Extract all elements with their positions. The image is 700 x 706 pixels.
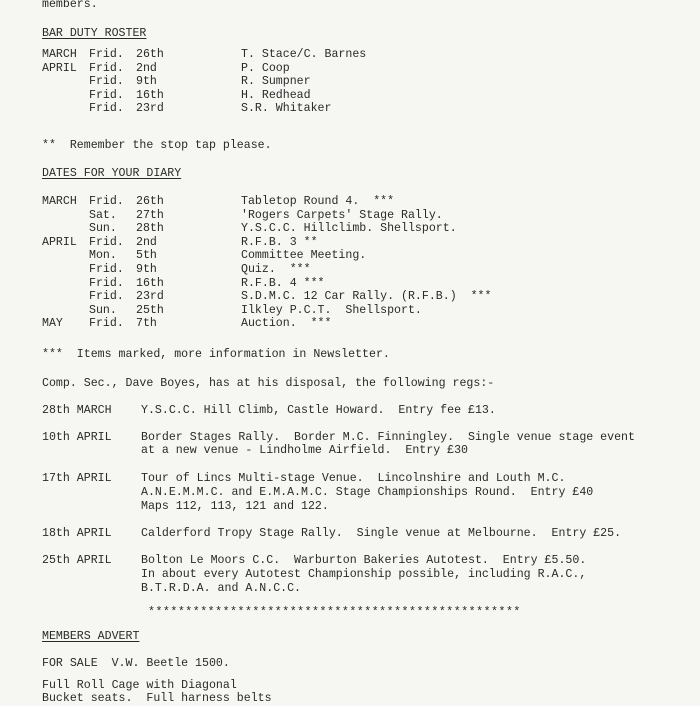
row-date: 9th xyxy=(136,75,157,88)
row-names: H. Redhead xyxy=(241,88,311,102)
top-fragment: members. xyxy=(42,0,98,11)
row-date: 26th xyxy=(136,195,164,208)
bar-duty-note: ** Remember the stop tap please. xyxy=(42,139,272,152)
diary-heading: DATES FOR YOUR DIARY xyxy=(42,167,182,180)
separator-line: ************************************************** xyxy=(148,606,521,619)
row-date: 9th xyxy=(136,263,157,276)
reg-line: Border Stages Rally. Border M.C. Finningley. Single venue stage event xyxy=(141,431,635,444)
advert-for-sale: FOR SALE V.W. Beetle 1500. xyxy=(42,657,230,670)
row-event: S.D.M.C. 12 Car Rally. (R.F.B.) *** xyxy=(241,290,492,304)
diary-note: *** Items marked, more information in Newsletter. xyxy=(42,348,390,361)
row-event: Quiz. *** xyxy=(241,263,311,276)
reg-line: Bolton Le Moors C.C. Warburton Bakeries Autotest. Entry £5.50. xyxy=(141,554,587,567)
row-event: Committee Meeting. xyxy=(241,249,367,263)
reg-line: Maps 112, 113, 121 and 122. xyxy=(141,500,329,513)
row-day: Frid. xyxy=(89,102,124,115)
row-date: 2nd xyxy=(136,235,157,249)
advert-heading: MEMBERS ADVERT xyxy=(42,630,140,643)
row-event: 'Rogers Carpets' Stage Rally. xyxy=(241,208,443,222)
reg-date: 28th MARCH xyxy=(42,404,112,417)
reg-date: 18th APRIL xyxy=(42,527,112,540)
row-event: Auction. *** xyxy=(241,317,332,331)
row-day: Sat. xyxy=(89,208,117,222)
row-day: Frid. xyxy=(89,290,124,304)
row-names: R. Sumpner xyxy=(241,75,311,88)
row-event: R.F.B. 4 *** xyxy=(241,276,325,290)
row-day: Frid. xyxy=(89,263,124,276)
bar-duty-heading: BAR DUTY ROSTER xyxy=(42,27,147,40)
row-event: Ilkley P.C.T. Shellsport. xyxy=(241,303,422,317)
reg-date: 17th APRIL xyxy=(42,472,112,485)
row-month: APRIL xyxy=(42,235,77,249)
reg-line: Tour of Lincs Multi-stage Venue. Lincolnshire and Louth M.C. xyxy=(141,472,566,485)
reg-date: 10th APRIL xyxy=(42,431,112,444)
row-day: Frid. xyxy=(89,88,124,102)
row-date: 16th xyxy=(136,276,164,290)
row-month: APRIL xyxy=(42,61,77,75)
advert-line: Full Roll Cage with Diagonal xyxy=(42,679,237,692)
row-date: 23rd xyxy=(136,290,164,304)
row-date: 5th xyxy=(136,249,157,263)
row-date: 28th xyxy=(136,222,164,236)
row-date: 2nd xyxy=(136,61,157,75)
reg-line: A.N.E.M.M.C. and E.M.A.M.C. Stage Championships Round. Entry £40 xyxy=(141,486,594,499)
row-day: Mon. xyxy=(89,249,117,263)
row-event: Tabletop Round 4. *** xyxy=(241,195,395,208)
row-event: R.F.B. 3 ** xyxy=(241,235,318,249)
reg-line: Y.S.C.C. Hill Climb, Castle Howard. Entry fee £13. xyxy=(141,404,496,417)
row-date: 23rd xyxy=(136,102,164,115)
row-day: Sun. xyxy=(89,303,117,317)
row-day: Frid. xyxy=(89,317,124,331)
reg-line: B.T.R.D.A. and A.N.C.C. xyxy=(141,582,302,595)
row-date: 26th xyxy=(136,48,164,61)
row-names: T. Stace/C. Barnes xyxy=(241,48,367,61)
row-date: 27th xyxy=(136,208,164,222)
advert-line: Bucket seats. Full harness belts xyxy=(42,692,272,705)
row-date: 16th xyxy=(136,88,164,102)
reg-line: Calderford Tropy Stage Rally. Single venue at Melbourne. Entry £25. xyxy=(141,527,622,540)
row-names: P. Coop xyxy=(241,61,290,75)
row-month: MAY xyxy=(42,317,63,331)
reg-date: 25th APRIL xyxy=(42,554,112,567)
reg-line: at a new venue - Lindholme Airfield. Entry £30 xyxy=(141,444,468,457)
row-day: Frid. xyxy=(89,276,124,290)
row-month: MARCH xyxy=(42,48,77,61)
row-event: Y.S.C.C. Hillclimb. Shellsport. xyxy=(241,222,457,236)
row-day: Frid. xyxy=(89,235,124,249)
row-day: Frid. xyxy=(89,48,124,61)
row-date: 7th xyxy=(136,317,157,331)
row-day: Frid. xyxy=(89,75,124,88)
reg-line: In about every Autotest Championship possible, including R.A.C., xyxy=(141,568,587,581)
row-day: Frid. xyxy=(89,195,124,208)
row-date: 25th xyxy=(136,303,164,317)
comp-intro: Comp. Sec., Dave Boyes, has at his disposal, the following regs:- xyxy=(42,377,495,390)
row-day: Frid. xyxy=(89,61,124,75)
row-month: MARCH xyxy=(42,195,77,208)
row-day: Sun. xyxy=(89,222,117,236)
row-names: S.R. Whitaker xyxy=(241,102,332,115)
